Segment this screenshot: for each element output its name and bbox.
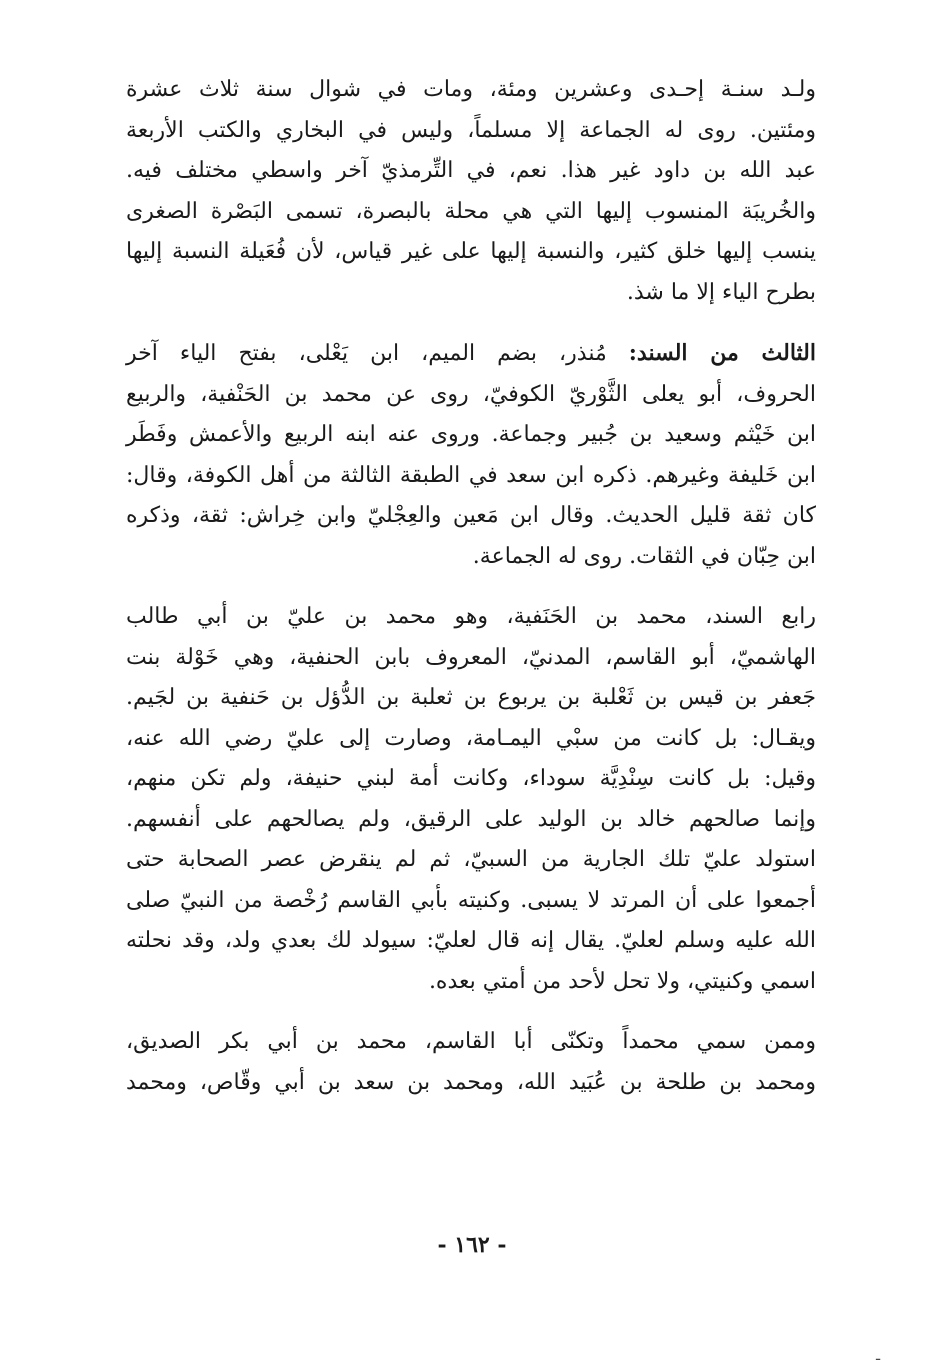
paragraph-1: [126, 70, 816, 313]
text-line: ابن خَيْثم وسعيد بن جُبير وجماعة. وروى عنه ابنه الربيع والأعمش وفَطَر: [126, 422, 816, 447]
paragraph-4: [126, 1022, 816, 1103]
text-line: ومئتين. روى له الجماعة إلا مسلماً، وليس في البخاري والكتب الأربعة: [126, 117, 816, 143]
text-line: الهاشميّ، أبو القاسم، المدنيّ، المعروف بابن الحنفية، وهي خَوْلة بنت: [126, 644, 816, 670]
text-line: استولد عليّ تلك الجارية من السبيّ، ثم لم ينقرض عصر الصحابة حتى: [126, 847, 816, 872]
text-line: عبد الله بن داود غير هذا. نعم، في التِّرمذيّ آخر واسطي مختلف فيه.: [126, 158, 816, 183]
text-line: [126, 333, 816, 375]
text-line: ابن خَليفة وغيرهم. ذكره ابن سعد في الطبقة الثالثة من أهل الكوفة، وقال:: [126, 462, 816, 488]
text-line: بطرح الياء إلا ما شذ.: [626, 279, 816, 305]
section-heading: الثالث من السند:: [628, 340, 816, 366]
page-body: [126, 70, 816, 1103]
text-line: والخُريبَة المنسوب إليها التي هي محلة بالبصرة، تسمى البَصْرة الصغرى: [126, 198, 816, 224]
text-line: وإنما صالحهم خالد بن الوليد على الرقيق، ولم يصالحهم على أنفسهم.: [126, 806, 816, 832]
text-line: أجمعوا على أن المرتد لا يسبى. وكنيته بأبي القاسم رُخْصة من النبيّ صلى: [126, 887, 816, 913]
text-line: اسمي وكنيتي، ولا تحل لأحد من أمتي بعده.: [428, 968, 816, 994]
text-line: وممن سمي محمداً وتكنّى أبا القاسم، محمد بن أبي بكر الصديق،: [126, 1029, 816, 1054]
paragraph-3: [126, 597, 816, 1002]
paragraph-2: [126, 333, 816, 577]
text-line: الحروف، أبو يعلى الثَّوْريّ الكوفيّ، روى عن محمد بن الحَنْفية، والربيع: [126, 381, 816, 407]
text-line: ومحمد بن طلحة بن عُبَيد الله، ومحمد بن سعد بن أبي وقّاص، ومحمد: [126, 1069, 816, 1095]
text-line: وقيل: بل كانت سِنْدِيَّة سوداء، وكانت أمة لبني حنيفة، ولم تكن منهم،: [126, 766, 816, 791]
text-line: ابن حِبّان في الثقات. روى له الجماعة.: [472, 543, 816, 569]
text-line: ولـد سنـة إحـدى وعشرين ومئة، ومات في شوال سنة ثلاث عشرة: [126, 77, 816, 102]
text-line: الله عليه وسلم لعليّ. يقال إنه قال لعليّ: سيولد لك بعدي ولد، وقد نحلته: [126, 928, 816, 953]
page-number: - ١٦٢ -: [437, 1232, 507, 1258]
text-line: كان ثقة قليل الحديث. وقال ابن مَعين والعِجْليّ وابن خِراش: ثقة، وذكره: [126, 503, 816, 528]
text-line: رابع السند، محمد بن الحَنَفية، وهو محمد بن عليّ بن أبي طالب: [126, 604, 816, 629]
text-line: ويقـال: بل كانت من سبْي اليمـامة، وصارت إلى عليّ رضي الله عنه،: [126, 725, 816, 751]
text-line: جَعفر بن قيس بن ثَعْلبة بن يربوع بن ثعلبة بن الدُّؤل بن حَنفية بن لجَيم.: [126, 685, 816, 710]
text-line: ينسب إليها خلق كثير، والنسبة إليها على غير قياس، لأن فُعَيلة النسبة إليها: [126, 239, 816, 264]
corner-mark: ـ: [876, 1348, 881, 1364]
text-segment: مُنذر، بضم الميم، ابن يَعْلى، بفتح الياء آخر: [126, 341, 629, 366]
